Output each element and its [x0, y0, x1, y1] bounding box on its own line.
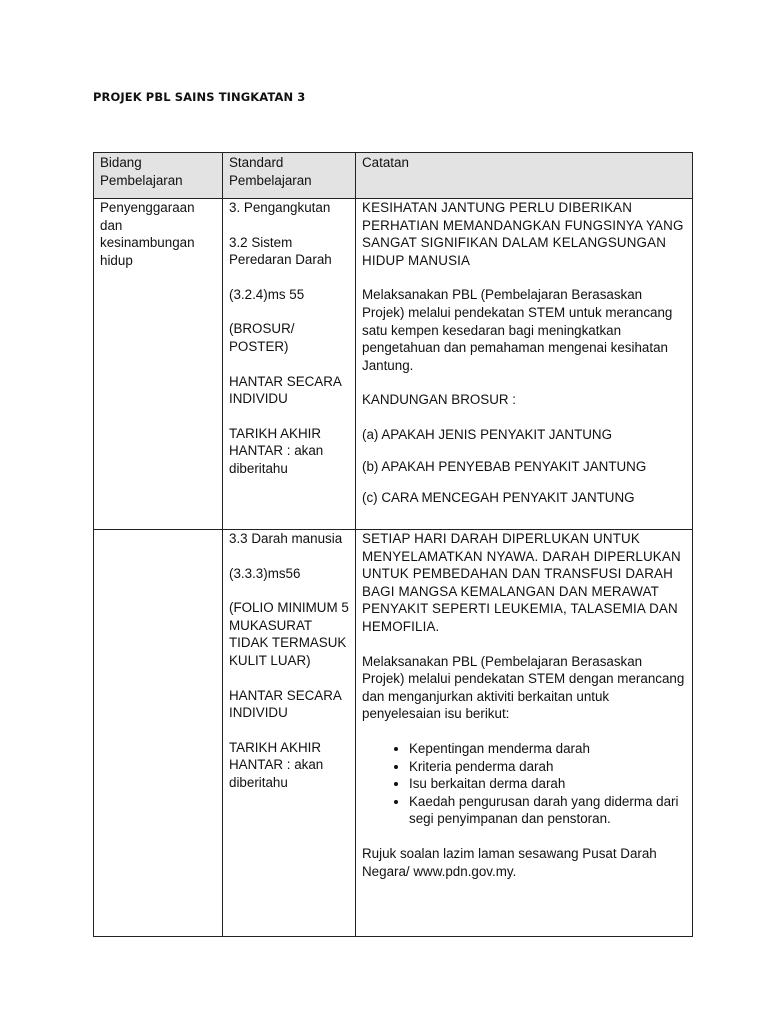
- catatan-item-b: (b) APAKAH PENYEBAB PENYAKIT JANTUNG: [362, 458, 647, 474]
- list-item: • Kaedah pengurusan darah yang diderma dari segi penyimpanan dan penstoran.: [409, 793, 686, 828]
- standard-ref: (3.3.3)ms56: [229, 565, 301, 581]
- table-row: [94, 199, 693, 530]
- list-item: • Kepentingan menderma darah: [409, 740, 686, 758]
- standard-format: (BROSUR/ POSTER): [229, 321, 295, 354]
- cell-catatan: [356, 530, 693, 937]
- catatan-contents-label: KANDUNGAN BROSUR :: [362, 392, 517, 408]
- standard-ref: (3.2.4)ms 55: [229, 286, 305, 302]
- catatan-intro: SETIAP HARI DARAH DIPERLUKAN UNTUK MENYELAMATKAN NYAWA. DARAH DIPERLUKAN UNTUK PEMBEDAHAN DAN TRANSFUSI DARAH BAGI MANGSA KEMALANGAN DAN MERAWAT PENYAKIT SEPERTI LEUKEMIA, TALASEMIA DAN HEMOFILIA.: [362, 531, 681, 634]
- standard-subtopic: 3.2 Sistem Peredaran Darah: [229, 234, 332, 268]
- issue-list: [362, 740, 686, 828]
- standard-deadline: TARIKH AKHIR HANTAR : akan diberitahu: [229, 739, 324, 790]
- catatan-item-a: (a) APAKAH JENIS PENYAKIT JANTUNG: [362, 426, 613, 442]
- cell-bidang: [94, 199, 223, 530]
- table-row: [94, 530, 693, 937]
- standard-submit: HANTAR SECARA INDIVIDU: [229, 373, 342, 407]
- project-table: [93, 152, 693, 937]
- cell-standard: [223, 199, 356, 530]
- document-title: PROJEK PBL SAINS TINGKATAN 3: [93, 90, 306, 104]
- standard-topic: 3. Pengangkutan: [229, 200, 331, 215]
- cell-catatan: [356, 199, 693, 530]
- header-catatan: Catatan: [356, 153, 693, 199]
- header-row: [94, 153, 693, 199]
- cell-standard: [223, 530, 356, 937]
- bidang-text: Penyenggaraan dan kesinambungan hidup: [100, 200, 195, 268]
- header-bidang: Bidang Pembelajaran: [94, 153, 223, 199]
- catatan-reference: Rujuk soalan lazim laman sesawang Pusat Darah Negara/ www.pdn.gov.my.: [362, 845, 657, 879]
- catatan-intro: KESIHATAN JANTUNG PERLU DIBERIKAN PERHATIAN MEMANDANGKAN FUNGSINYA YANG SANGAT SIGNIFIKAN DALAM KELANGSUNGAN HIDUP MANUSIA: [362, 200, 684, 268]
- standard-subtopic: 3.3 Darah manusia: [229, 531, 343, 546]
- list-item: • Isu berkaitan derma darah: [409, 775, 686, 793]
- header-standard: Standard Pembelajaran: [223, 153, 356, 199]
- list-item: • Kriteria penderma darah: [409, 758, 686, 776]
- catatan-item-c: (c) CARA MENCEGAH PENYAKIT JANTUNG: [362, 490, 635, 506]
- cell-bidang: [94, 530, 223, 937]
- standard-deadline: TARIKH AKHIR HANTAR : akan diberitahu: [229, 425, 324, 476]
- standard-format: (FOLIO MINIMUM 5 MUKASURAT TIDAK TERMASUK KULIT LUAR): [229, 600, 349, 668]
- catatan-task: Melaksanakan PBL (Pembelajaran Berasaskan Projek) melalui pendekatan STEM untuk merancang satu kempen kesedaran bagi meningkatkan pengetahuan dan pemahaman mengenai kesihatan Jantung.: [362, 287, 673, 373]
- standard-submit: HANTAR SECARA INDIVIDU: [229, 687, 342, 721]
- catatan-task: Melaksanakan PBL (Pembelajaran Berasaskan Projek) melalui pendekatan STEM dengan merancang dan menganjurkan aktiviti berkaitan untuk penyelesaian isu berikut:: [362, 653, 685, 722]
